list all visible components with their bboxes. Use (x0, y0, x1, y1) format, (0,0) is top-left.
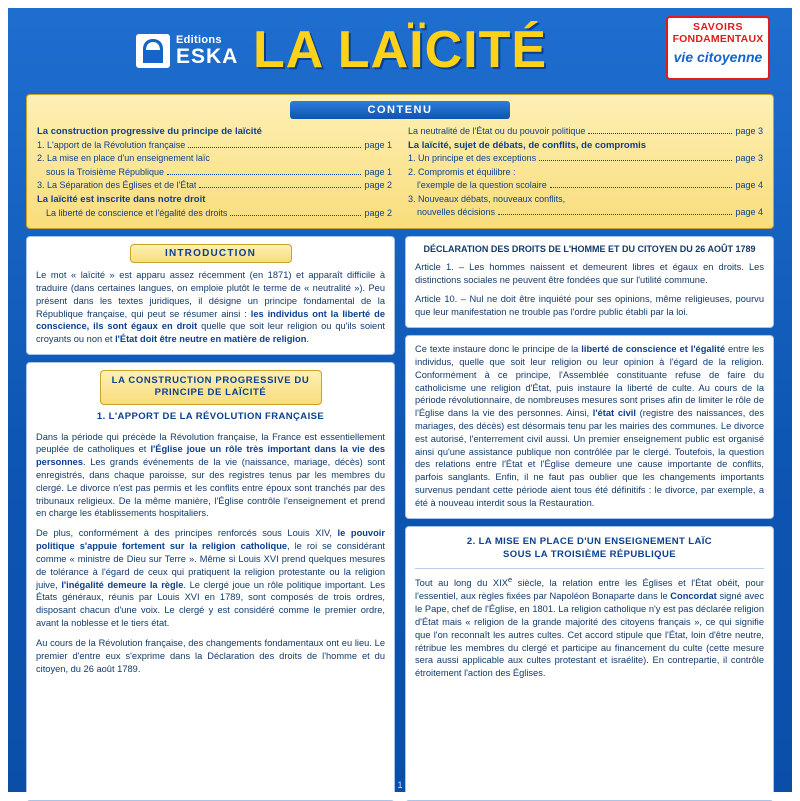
badge-line3: vie citoyenne (673, 49, 763, 66)
declaration-article-10: Article 10. – Nul ne doit être inquiété pour ses opinions, même religieuses, pourvu que leur manifestation ne trouble pas l'ordre public établi par la loi. (415, 294, 764, 318)
page-number: 1 (397, 780, 403, 790)
toc-entry-sub[interactable]: nouvelles décisions page 4 (417, 207, 763, 218)
declaration-commentary: Ce texte instaure donc le principe de la liberté de conscience et l'égalité entre les individus, quelle que soit leur religion ou leur opinion à l'égard de la religion. Conformément à ce principe, l'Assemblée constituante refuse de faire du catholicisme une religion d'État, puis instaure la liberté de culte. Au cours de la période révolutionnaire, de nombreuses mesures sont prises afin de limiter le rôle de l'Église dans la vie des personnes. Ainsi, l'état civil (registre des naissances, des mariages, des décès) est désormais tenu par les mairies des communes. Le divorce est autorisé, l'enterrement civil aussi. Un premier enseignement public est organisé ainsi qu'une assistance publique non contrôlée par le clergé. Toutefois, la question des relations entre l'État et l'Église demeure une cause importante de conflits, parfois sanglants. Enfin, il ne faut pas oublier que les changements importants survenus pendant cette période aient tous été définitifs : le divorce, par exemple, a été à nouveau interdit sous la Restauration. (415, 344, 765, 508)
declaration-panel (405, 236, 774, 328)
construction-paragraph-3: Au cours de la Révolution française, des changements fondamentaux ont eu lieu. Le premier d'entre eux s'exprime dans la Déclaration des droits de l'homme et du citoyen, du 26 août 1789. (36, 637, 385, 674)
toc-entry[interactable]: 1. Un principe et des exceptions page 3 (408, 153, 763, 164)
introduction-panel (26, 236, 395, 355)
table-of-contents (26, 94, 774, 229)
left-column (26, 236, 395, 801)
construction-panel (26, 362, 395, 801)
toc-entry[interactable]: La liberté de conscience et l'égalité des droits page 2 (46, 207, 392, 218)
section1-title: 1. L'APPORT DE LA RÉVOLUTION FRANÇAISE (96, 410, 325, 422)
declaration-title: DÉCLARATION DES DROITS DE L'HOMME ET DU CITOYEN DU 26 AOÛT 1789 (423, 244, 756, 255)
divider (415, 568, 764, 569)
toc-entry[interactable]: 1. L'apport de la Révolution française page 1 (37, 139, 392, 150)
section2-panel (405, 526, 774, 801)
right-column (405, 236, 774, 801)
section2-title-line1: 2. LA MISE EN PLACE D'UN ENSEIGNEMENT LAÏC (466, 535, 713, 547)
brand-badge (666, 16, 770, 80)
publisher-line1: Editions (176, 34, 222, 46)
toc-entry[interactable]: 2. La mise en place d'un enseignement laïc (37, 153, 210, 164)
introduction-band: INTRODUCTION (130, 244, 292, 263)
construction-paragraph-2: De plus, conformément à des principes renforcés sous Louis XIV, le pouvoir politique s'appuie fortement sur la religion catholique, le roi se considérant comme « ministre de Dieu sur Terre ». Même si Louis XVI prend quelques mesures de tolérance à l'égard de ceux qui pratiquent la religion protestante ou la religion juive, l'inégalité demeure la règle. Le clergé joue un rôle politique important. Les États généraux, réunis par Louis XVI en 1789, sont composés de trois ordres, disposant chacun d'une voix. Le clergé y est considéré comme le premier ordre, avant la noblesse et le tiers état. (36, 528, 385, 629)
body-columns (26, 236, 774, 801)
toc-entry[interactable]: 3. La Séparation des Églises et de l'État page 2 (37, 180, 392, 191)
section2-title (415, 536, 764, 562)
construction-band: LA CONSTRUCTION PROGRESSIVE DU PRINCIPE DE LAÏCITÉ (100, 370, 322, 405)
toc-entry-sub[interactable]: l'exemple de la question scolaire page 4 (417, 180, 763, 191)
construction-paragraph-1: Dans la période qui précède la Révolution française, la France est essentiellement peuplée de catholiques et l'Église joue un rôle très important dans la vie des personnes. Les grands événements de la vie (naissance, mariage, décès) sont enregistrés, dans chaque paroisse, sur des registres tenus par les membres du clergé. Le divorce n'est pas permis et les conflits entre époux sont tranchés par des tribunaux religieux. De la même manière, l'Église contrôle l'enseignement et prend en charge les établissements hospitaliers. (36, 431, 385, 519)
publisher-line2: ESKA (176, 45, 239, 68)
toc-entry[interactable]: 3. Nouveaux débats, nouveaux conflits, (408, 193, 566, 204)
introduction-text: Le mot « laïcité » est apparu assez récemment (en 1871) et apparaît difficile à traduire (dans certaines langues, on emploie plutôt le terme de « neutralité »). Peu présent dans les textes juridiques, il désigne un principe fondamental de la République française, qui peut se résumer ainsi : les individus ont la liberté de conscience, ils sont égaux en droit quelle que soit leur religion ou qu'ils soient croyants ou non et l'État doit être neutre en matière de religion. (36, 270, 385, 345)
toc-heading: La laïcité est inscrite dans notre droit (37, 193, 206, 205)
header (24, 12, 776, 90)
toc-entry[interactable]: La neutralité de l'État ou du pouvoir politique page 3 (408, 126, 763, 136)
toc-heading: La laïcité, sujet de débats, de conflits, de compromis (408, 139, 647, 151)
badge-line1: SAVOIRS (693, 21, 743, 33)
toc-entry[interactable]: 2. Compromis et équilibre : (408, 166, 516, 177)
page-title: LA LAÏCITÉ (252, 21, 548, 79)
declaration-article-1: Article 1. – Les hommes naissent et demeurent libres et égaux en droits. Les distinctions sociales ne peuvent être fondées que sur l'utilité commune. (415, 261, 764, 285)
declaration-commentary-panel (405, 335, 774, 519)
section2-title-line2: SOUS LA TROISIÈME RÉPUBLIQUE (503, 548, 676, 560)
contents-column-right (408, 125, 763, 220)
section2-paragraph: Tout au long du XIXe siècle, la relation entre les Églises et l'État obéit, pour l'essentiel, aux règles fixées par Napoléon Bonaparte dans le Concordat signé avec le Pape, chef de l'Église, en 1801. La religion catholique n'y est pas déclarée religion d'État mais « religion de la grande majorité des citoyens français », ce qui signifie que l'on reconnaît les autres cultes. Cet accord stipule que l'État, loin d'être neutre, rétribue les membres du clergé et participe au financement du culte (cette mesure sera aussi applicable aux cultes protestant et israélite). En contrepartie, il contrôle étroitement l'action des Églises. (415, 575, 765, 679)
contents-title: CONTENU (290, 101, 510, 119)
toc-heading: La construction progressive du principe de laïcité (37, 126, 262, 137)
toc-entry-sub[interactable]: sous la Troisième République page 1 (46, 166, 392, 177)
badge-line2: FONDAMENTAUX (672, 33, 764, 46)
contents-column-left (37, 125, 392, 220)
